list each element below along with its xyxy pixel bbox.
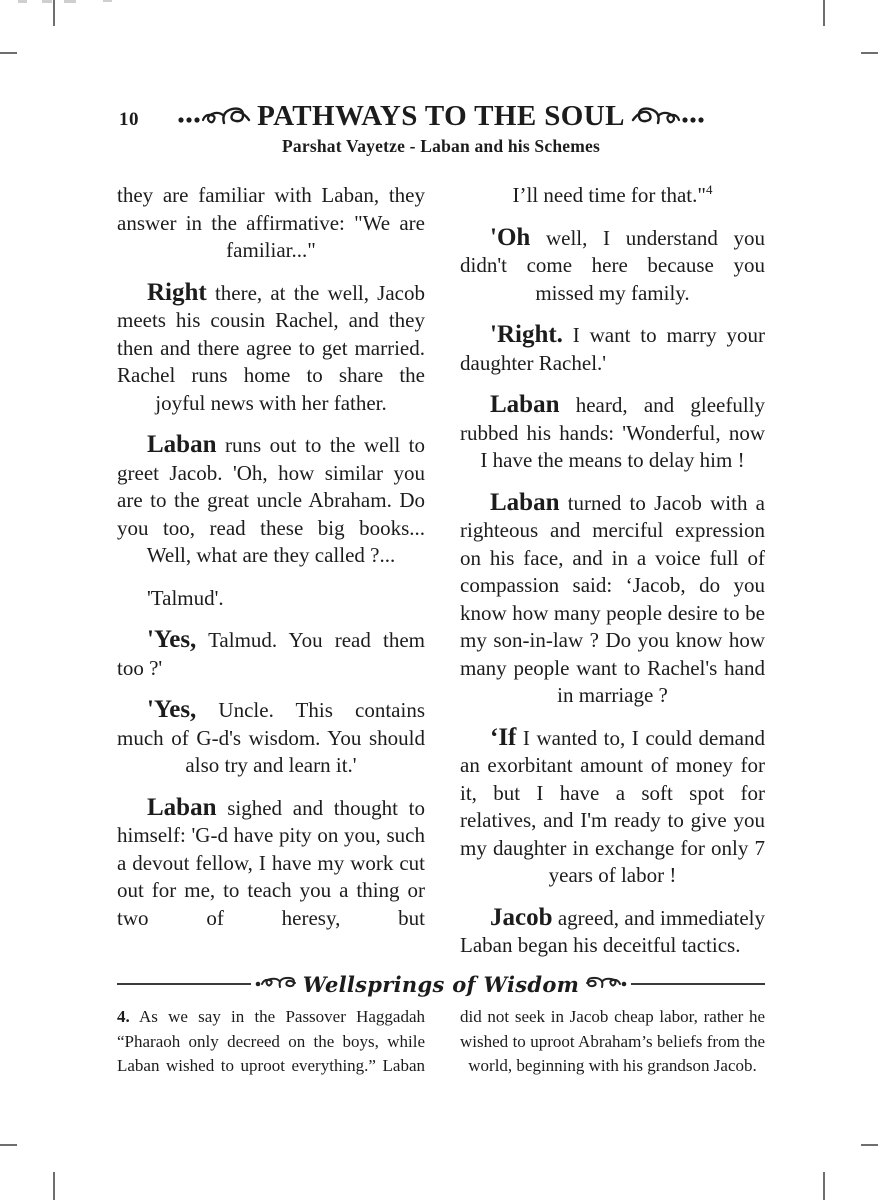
lead-word: 'Yes,: [147, 626, 197, 653]
paragraph: 'Oh well, I understand you didn't come here because you missed my family.: [460, 223, 765, 305]
book-title: PATHWAYS TO THE SOUL: [257, 100, 625, 132]
lead-word: Jacob: [490, 903, 553, 931]
lead-word: ‘If: [490, 723, 517, 751]
scan-artifact: [18, 0, 27, 3]
paragraph: 'Yes, Talmud. You read them too ?': [117, 626, 425, 680]
footnote-right: did not seek in Jacob cheap labor, rather he wished to uproot Abraham’s beliefs from the world, beginning with his grandson Jacob.: [460, 1007, 765, 1076]
paragraph: 'Right. I want to marry your daughter Rachel.': [460, 321, 765, 375]
lead-word: Laban: [147, 431, 217, 458]
curl-flourish-icon: [585, 975, 629, 993]
paragraph: Right there, at the well, Jacob meets his cousin Rachel, and they then and there agree to get married. Rachel runs home to share the joyful news with her father.: [117, 278, 425, 415]
crop-mark-right-bottom-horizontal: [861, 1144, 878, 1146]
wellsprings-divider: [117, 970, 765, 998]
divider-rule-left: [117, 983, 251, 985]
paragraph: Laban runs out to the well to greet Jacob. 'Oh, how similar you are to the great uncle Abraham. Do you too, read these big books... Well, what are they called ?...: [117, 431, 425, 567]
paragraph: Laban turned to Jacob with a righteous and merciful expression on his face, and in a voice full of compassion said: ‘Jacob, do you know how many people desire to be my son-in-law ? Do you know how many people want to Rachel's hand in marriage ?: [460, 488, 765, 707]
paragraph: they are familiar with Laban, they answer in the affirmative: "We are familiar...": [117, 183, 425, 262]
paragraph: 'Yes, Uncle. This contains much of G-d's wisdom. You should also try and learn it.': [117, 696, 425, 777]
footnote-columns: [117, 1005, 765, 1079]
paragraph: Laban heard, and gleefully rubbed his hands: 'Wonderful, now I have the means to delay him !: [460, 391, 765, 472]
left-column: [117, 182, 425, 968]
lead-word: 'Yes,: [147, 696, 197, 723]
paragraph: Laban sighed and thought to himself: 'G-d have pity on you, such a devout fellow, I have my work cut out for me, to teach you a thing or two of heresy, but: [117, 793, 425, 930]
paragraph: Jacob agreed, and immediately Laban began his deceitful tactics.: [460, 903, 765, 957]
right-column: [460, 182, 765, 968]
lead-word: Laban: [147, 793, 217, 821]
crop-mark-bottom-right-vertical: [823, 1172, 825, 1200]
page-content: [117, 100, 765, 968]
story-columns: [117, 182, 765, 968]
crop-mark-bottom-left-vertical: [53, 1172, 55, 1200]
crop-mark-right-top-horizontal: [861, 52, 878, 54]
crop-mark-left-bottom-horizontal: [0, 1144, 17, 1146]
scan-artifact: [103, 0, 112, 2]
chapter-subtitle: Parshat Vayetze - Laban and his Schemes: [282, 136, 600, 156]
flourish-ornament-icon: [629, 105, 705, 129]
lead-word: Right: [147, 278, 207, 306]
crop-mark-top-right-vertical: [823, 0, 825, 26]
crop-mark-left-top-horizontal: [0, 52, 17, 54]
wellsprings-title: Wellsprings of Wisdom: [302, 971, 580, 997]
paragraph: I’ll need time for that."$^4$: [512, 182, 713, 207]
lead-word: Laban: [490, 391, 560, 418]
lead-word: 'Right.: [490, 321, 563, 348]
flourish-ornament-icon: [177, 105, 253, 129]
lead-word: Laban: [490, 488, 560, 516]
paragraph: ‘If I wanted to, I could demand an exorbitant amount of money for it, but I have a soft spot for relatives, and I'm ready to give you my daughter in exchange for only 7 years of labor !: [460, 723, 765, 887]
page-header: [117, 100, 765, 157]
divider-rule-right: [631, 983, 765, 985]
paragraph: 'Talmud'.: [147, 585, 224, 610]
scan-artifact: [42, 0, 52, 3]
curl-flourish-icon: [253, 975, 297, 993]
crop-mark-top-left-vertical: [53, 0, 55, 26]
lead-word: 'Oh: [490, 223, 531, 251]
footnote-number: 4.: [117, 1007, 130, 1026]
title-row: [117, 100, 765, 133]
page-number: 10: [119, 109, 139, 130]
scan-artifact: [64, 0, 76, 3]
footnote-reference: 4: [705, 182, 713, 197]
footnote-left: 4. As we say in the Passover Haggadah “Pharaoh only decreed on the boys, while Laban wished to uproot everything.” Laban: [117, 1007, 425, 1076]
footnote-section: [117, 970, 765, 1079]
